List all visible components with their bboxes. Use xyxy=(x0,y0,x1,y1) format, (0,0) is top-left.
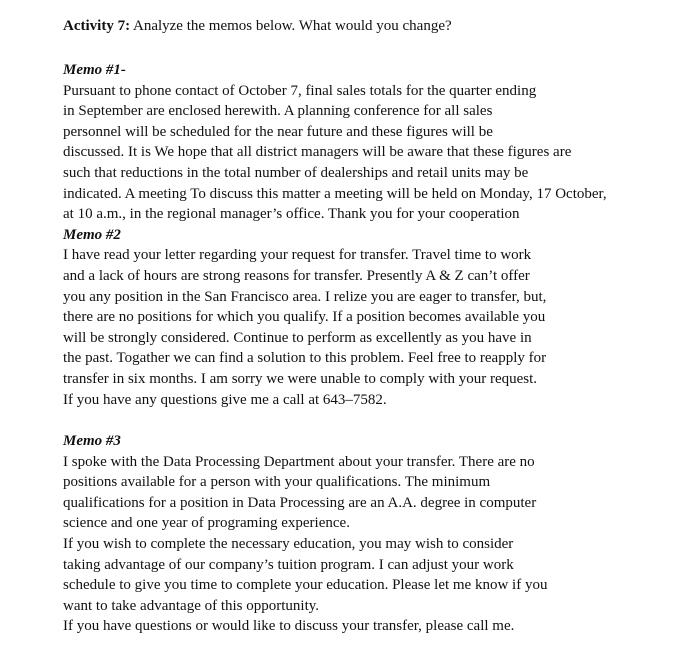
memo-1-line-6: indicated. A meeting To discuss this matter a meeting will be held on Monday, 17 October, xyxy=(63,185,607,202)
memo-2-line-1: I have read your letter regarding your request for transfer. Travel time to work xyxy=(63,247,532,264)
memo-2-line-7: transfer in six months. I am sorry we were unable to comply with your request. xyxy=(63,370,538,387)
memo-1-title: Memo #1- xyxy=(63,62,126,78)
memo-2-title: Memo #2 xyxy=(63,226,121,243)
memo-3-line-5: If you wish to complete the necessary education, you may wish to consider xyxy=(63,536,514,553)
memo-1-line-4: discussed. It is We hope that all district managers will be aware that these figures are xyxy=(63,144,572,161)
memo-1-line-7: at 10 a.m., in the regional manager’s office. Thank you for your cooperation xyxy=(63,206,520,223)
memo-2-line-5: will be strongly considered. Continue to perform as excellently as you have in xyxy=(63,329,532,346)
memo-3-line-9: If you have questions or would like to discuss your transfer, please call me. xyxy=(63,618,515,635)
memo-1-line-5: such that reductions in the total number of dealerships and retail units may be xyxy=(63,164,529,181)
activity-prompt: Analyze the memos below. What would you change? xyxy=(130,18,452,34)
memo-3-line-3: qualifications for a position in Data Processing are an A.A. degree in computer xyxy=(63,494,537,511)
memo-2-line-8: If you have any questions give me a call at 643–7582. xyxy=(63,391,387,408)
memo-1-line-2: in September are enclosed herewith. A planning conference for all sales xyxy=(63,103,493,120)
memo-2-line-3: you any position in the San Francisco area. I relize you are eager to transfer, but, xyxy=(63,288,547,305)
memo-2-line-2: and a lack of hours are strong reasons for transfer. Presently A & Z can’t offer xyxy=(63,267,530,284)
memo-3-line-6: taking advantage of our company’s tuition program. I can adjust your work xyxy=(63,556,514,573)
memo-3-line-8: want to take advantage of this opportunity. xyxy=(63,597,320,614)
memo-3-line-4: science and one year of programing experience. xyxy=(63,515,350,532)
memo-1 xyxy=(63,60,693,225)
memo-3-line-7: schedule to give you time to complete your education. Please let me know if you xyxy=(63,577,548,594)
memo-2 xyxy=(63,225,693,410)
memo-3-line-2: positions available for a person with your qualifications. The minimum xyxy=(63,474,491,491)
memo-2-line-4: there are no positions for which you qualify. If a position becomes available you xyxy=(63,309,546,326)
activity-heading xyxy=(63,16,693,36)
memo-3-line-1: I spoke with the Data Processing Department about your transfer. There are no xyxy=(63,453,535,470)
document-page xyxy=(63,16,693,637)
memo-1-line-3: personnel will be scheduled for the near future and these figures will be xyxy=(63,123,493,140)
memo-2-line-6: the past. Togather we can find a solution to this problem. Feel free to reapply for xyxy=(63,350,547,367)
memo-1-line-1: Pursuant to phone contact of October 7, final sales totals for the quarter ending xyxy=(63,82,537,99)
activity-label: Activity 7: xyxy=(63,18,131,34)
memo-3 xyxy=(63,431,693,637)
memo-3-title: Memo #3 xyxy=(63,433,121,450)
